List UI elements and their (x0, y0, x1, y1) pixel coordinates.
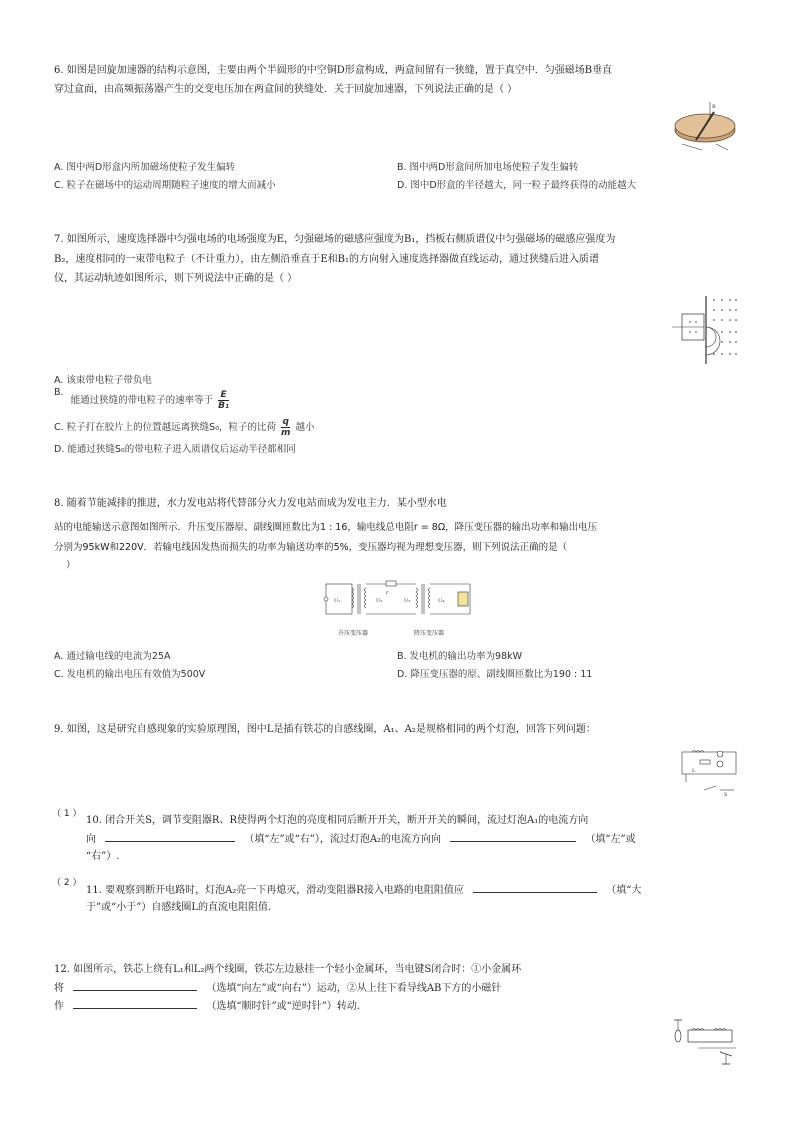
q7-option-d[interactable]: D. 能通过狭缝S₀的带电粒子进入质谱仪后运动半径都相同 (54, 444, 296, 455)
q7-line1: 7. 如图所示，速度选择器中匀强电场的电场强度为E，匀强磁场的磁感应强度为B₁，挡板右侧质谱仪中匀强磁场的磁感应强度为 (54, 234, 616, 245)
q12-line3-text: （选填“顺时针”或“逆时针”）转动. (206, 1001, 361, 1012)
svg-text:U₁: U₁ (334, 598, 341, 604)
mass-spectrometer-figure (670, 292, 740, 368)
q6-line1: 6. 如图是回旋加速器的结构示意图，主要由两个半圆形的中空铜D形盒构成，两盒间留有一狭缝，置于真空中．匀强磁场B垂直 (54, 65, 613, 76)
self-induction-figure (676, 742, 738, 798)
q7-b-numerator: E (218, 390, 229, 401)
q9-line1: 9. 如图，这是研究自感现象的实验原理图，图中L是插有铁芯的自感线圈，A₁、A₂是规格相同的两个灯泡，回答下列问题： (54, 724, 596, 735)
q7-option-b-letter: B. (54, 387, 64, 398)
q8-option-d[interactable]: D. 降压变压器的原、副线圈匝数比为190 : 11 (397, 669, 593, 680)
q11-line2: 于”或“小于”）自感线圈L的直流电阻阻值. (86, 902, 272, 913)
q7-option-b-text: 能通过狭缝的带电粒子的速率等于 (70, 395, 214, 406)
q7-option-a[interactable]: A. 该束带电粒子带负电 (54, 375, 152, 386)
q12-line2-prefix: 将 (54, 983, 64, 994)
iron-core-figure (668, 1018, 742, 1068)
q10-line2-middle: （填“左”或“右”），流过灯泡A₂的电流方向向 (244, 834, 442, 845)
transmission-figure (320, 578, 480, 638)
q7-line2: B₂，速度相同的一束带电粒子（不计重力），由左侧沿垂直于E和B₁的方向射入速度选择器做直线运动，通过狭缝后进入质谱 (54, 254, 600, 265)
q7-b-denominator: B₁ (218, 401, 229, 411)
q12-blank-2[interactable] (73, 996, 197, 1009)
q8-line3: 分别为95kW和220V．若输电线因发热而损失的功率为输送功率的5%，变压器均视为理想变压器，则下列说法正确的是（ (54, 542, 568, 553)
q8-option-b[interactable]: B. 发电机的输出功率为98kW (397, 651, 523, 662)
q8-line2: 站的电能输送示意图如图所示．升压变压器原、副线圈匝数比为1 : 16，输电线总电阻r = 8Ω，降压变压器的输出功率和输出电压 (54, 522, 598, 533)
q6-option-a[interactable]: A. 图中两D形盒内所加磁场使粒子发生偏转 (54, 162, 236, 173)
q6-option-c[interactable]: C. 粒子在磁场中的运动周期随粒子速度的增大而减小 (54, 180, 276, 191)
q12-blank-1[interactable] (73, 978, 197, 991)
q12-line3-prefix: 作 (54, 1001, 64, 1012)
q8-option-c[interactable]: C. 发电机的输出电压有效值为500V (54, 669, 206, 680)
q10-blank-2[interactable] (450, 829, 576, 842)
q10-line1: 10. 闭合开关S，调节变阻器R、R使得两个灯泡的亮度相同后断开开关，断开开关的瞬间，流过灯泡A₁的电流方向 (86, 815, 589, 826)
q11-line1-suffix: （填“大 (606, 885, 642, 896)
q10-line2-prefix: 向 (86, 834, 96, 845)
svg-text:U₂: U₂ (376, 598, 383, 604)
svg-text:U₄: U₄ (438, 598, 445, 604)
q7-option-c[interactable] (54, 416, 314, 440)
q12-line1: 12. 如图所示，铁芯上绕有L₁和L₂两个线圈，铁芯左边悬挂一个轻小金属环，当电键S闭合时：①小金属环 (54, 964, 522, 975)
cyclotron-figure (672, 100, 738, 152)
svg-text:U₃: U₃ (404, 598, 411, 604)
q12-line2-text: （选填“向左”或“向右”）运动，②从上往下看导线AB下方的小磁针 (206, 983, 502, 994)
q10-blank-1[interactable] (105, 829, 235, 842)
svg-text:L: L (692, 768, 696, 774)
q8-line1: 8. 随着节能减排的推进，水力发电站将代替部分火力发电站而成为发电主力．某小型水电 (54, 498, 447, 509)
q7-option-c-fraction (281, 417, 290, 438)
q7-option-b-fraction (218, 390, 229, 411)
q7-option-b[interactable] (54, 386, 231, 416)
q6-option-d[interactable]: D. 图中D形盒的半径越大，同一粒子最终获得的动能越大 (397, 180, 637, 191)
q8-line4: ） (66, 560, 76, 571)
q7-option-c-text: C. 粒子打在胶片上的位置越远离狭缝S₀，粒子的比荷 (54, 422, 277, 433)
svg-text:S: S (724, 792, 728, 798)
svg-text:r: r (386, 590, 389, 596)
q7-line3: 仪，其运动轨迹如图所示，则下列说法中正确的是（ ） (54, 273, 298, 284)
q11-blank[interactable] (473, 880, 597, 893)
q10-line3: “右”）. (86, 851, 120, 862)
q12-line3 (54, 996, 744, 1017)
q7-option-c-suffix: 越小 (295, 422, 315, 433)
step-up-transformer-label: 升压变压器 (338, 630, 369, 637)
q6-option-b[interactable]: B. 图中两D形盒间所加电场使粒子发生偏转 (397, 162, 579, 173)
q7-c-denominator: m (281, 428, 291, 438)
q11-line1-text: 11. 要观察到断开电路时，灯泡A₂亮一下再熄灭，滑动变阻器R接入电路的电阻阻值应 (86, 885, 464, 896)
svg-text:B: B (712, 104, 716, 110)
q11-tag: （ 2 ） (52, 878, 82, 888)
q8-option-a[interactable]: A. 通过输电线的电流为25A (54, 651, 171, 662)
step-down-transformer-label: 降压变压器 (414, 630, 445, 637)
q10-tag: （ 1 ） (52, 809, 82, 819)
q6-line2: 穿过盒面，由高频振荡器产生的交变电压加在两盒间的狭缝处．关于回旋加速器，下列说法正确的是（ ） (54, 84, 518, 95)
q7-c-numerator: q (282, 417, 289, 427)
q10-line2-suffix: （填“左”或 (585, 834, 636, 845)
